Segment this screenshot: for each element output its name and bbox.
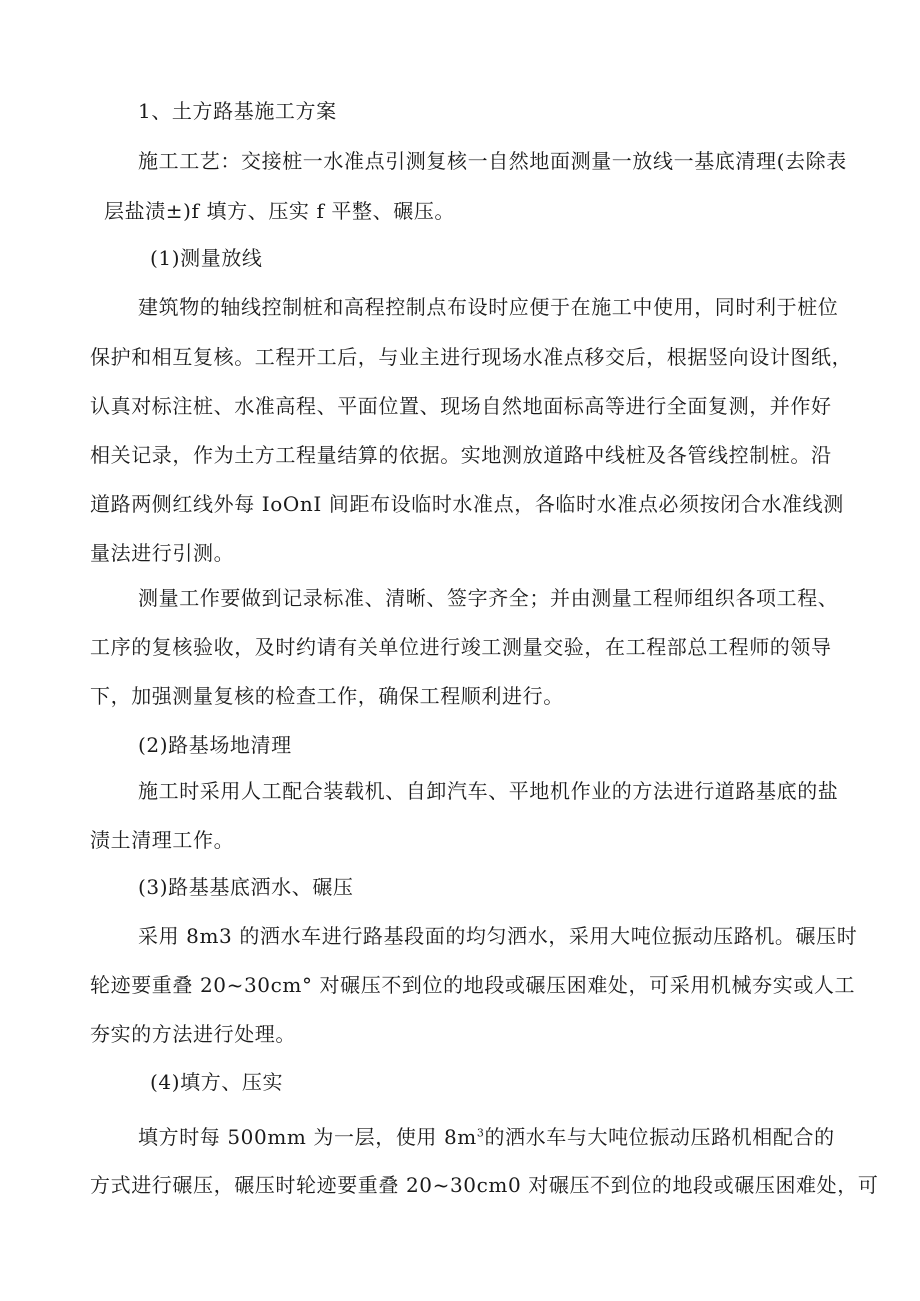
subsection-title-clearing: (2)路基场地清理 (138, 733, 292, 757)
section-heading: 1、土方路基施工方案 (138, 99, 337, 123)
paragraph-line: 工序的复核验收，及时约请有关单位进行竣工测量交验，在工程部总工程师的领导 (90, 635, 832, 659)
paragraph-line: 下，加强测量复核的检查工作，确保工程顺利进行。 (90, 684, 564, 708)
paragraph-line: 相关记录，作为土方工程量结算的依据。实地测放道路中线桩及各管线控制桩。沿 (90, 443, 832, 467)
paragraph-line: 采用 8m3 的洒水车进行路基段面的均匀洒水，采用大吨位振动压路机。碾压时 (138, 924, 858, 948)
subsection-title-watering: (3)路基基底洒水、碾压 (138, 875, 354, 899)
paragraph-line: 施工时采用人工配合装载机、自卸汽车、平地机作业的方法进行道路基底的盐 (138, 779, 839, 803)
paragraph-line: 保护和相互复核。工程开工后，与业主进行现场水准点移交后，根据竖向设计图纸， (90, 345, 853, 369)
paragraph-line (138, 1124, 835, 1150)
paragraph-line: 认真对标注桩、水准高程、平面位置、现场自然地面标高等进行全面复测，并作好 (90, 394, 832, 418)
paragraph-line: 建筑物的轴线控制桩和高程控制点布设时应便于在施工中使用，同时利于桩位 (138, 295, 839, 319)
paragraph-line: 道路两侧红线外每 IoOnI 间距布设临时水准点，各临时水准点必须按闭合水准线测 (90, 492, 844, 516)
paragraph-line: 夯实的方法进行处理。 (90, 1022, 296, 1046)
subsection-title-survey: (1)测量放线 (150, 246, 263, 270)
subsection-title-filling: (4)填方、压实 (150, 1070, 284, 1094)
paragraph-line: 量法进行引测。 (90, 541, 235, 565)
paragraph-line: 轮迹要重叠 20~30cm° 对碾压不到位的地段或碾压困难处，可采用机械夯实或人工 (90, 973, 856, 997)
paragraph-line: 方式进行碾压，碾压时轮迹要重叠 20~30cm0 对碾压不到位的地段或碾压困难处，可 (90, 1173, 879, 1197)
process-text-line: 施工工艺：交接桩一水准点引测复核一自然地面测量一放线一基底清理(去除表 (138, 149, 847, 173)
paragraph-line: 渍土清理工作。 (90, 828, 235, 852)
text-span: 的洒水车与大吨位振动压路机相配合的 (484, 1125, 835, 1149)
text-span: 填方时每 500mm 为一层，使用 8m (138, 1125, 477, 1149)
superscript: 3 (476, 1126, 485, 1140)
process-text-line: 层盐渍±)f 填方、压实 f 平整、碾压。 (104, 199, 456, 223)
paragraph-line: 测量工作要做到记录标准、清晰、签字齐全；并由测量工程师组织各项工程、 (138, 586, 839, 610)
